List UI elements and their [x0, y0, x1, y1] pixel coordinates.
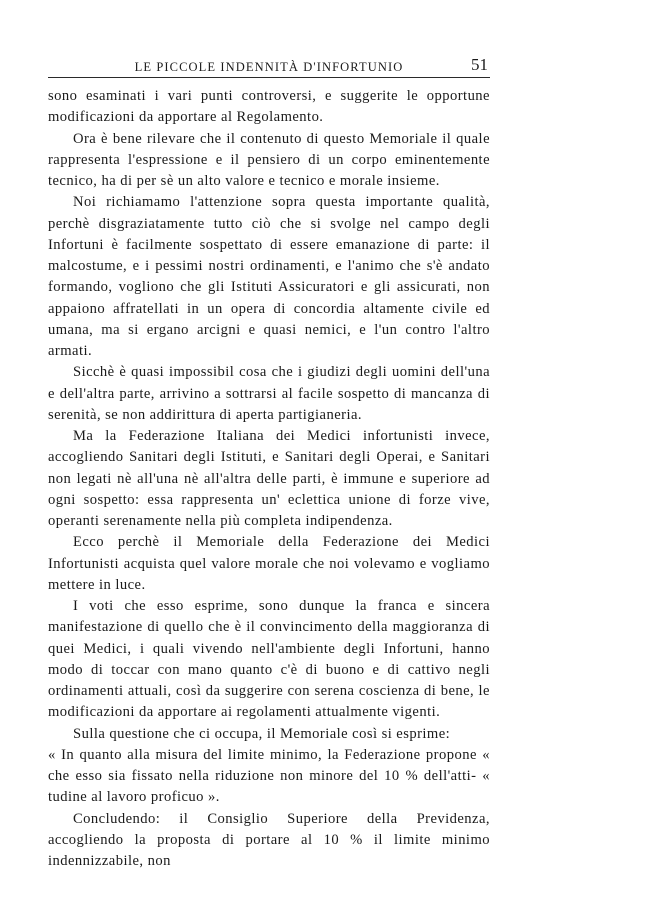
paragraph: Ma la Federazione Italiana dei Medici infortunisti invece, accogliendo Sanitari degli Istituti, e Sanitari degli Operai, e Sanitari non legati nè all'una nè all'altra delle parti, è immune e superiore ad ogni sospetto: essa rappresenta un' eclettica unione di forze vive, operanti serenamente nella più completa indipendenza. — [48, 428, 490, 529]
paragraph: Ecco perchè il Memoriale della Federazione dei Medici Infortunisti acquista quel valore morale che noi volevamo e vogliamo mettere in luce. — [48, 534, 490, 593]
paragraph-continuation: sono esaminati i vari punti controversi, e suggerite le opportune modificazioni da apportare al Regolamento. — [48, 88, 490, 126]
running-head — [48, 55, 490, 78]
page-number: 51 — [471, 55, 488, 74]
running-title: LE PICCOLE INDENNITÀ D'INFORTUNIO — [134, 60, 404, 74]
paragraph: Sicchè è quasi impossibil cosa che i giudizi degli uomini dell'una e dell'altra parte, arrivino a sottrarsi al facile sospetto di mancanza di serenità, se non addirittura di aperta partigianeria. — [48, 364, 490, 423]
paragraph: I voti che esso esprime, sono dunque la franca e sincera manifestazione di quello che è il convincimento della maggioranza di quei Medici, i quali vivendo nell'ambiente degli Infortuni, hanno modo di toccar con mano quanto c'è di buono e di cattivo negli ordinamenti attuali, così da suggerire con serena coscienza di bene, le modificazioni da apportare ai regolamenti attualmente vigenti. — [48, 598, 490, 721]
paragraph: Sulla questione che ci occupa, il Memoriale così si esprime: — [73, 725, 451, 742]
body-text — [48, 86, 490, 872]
paragraph: Concludendo: il Consiglio Superiore della Previdenza, accogliendo la proposta di portare al 10 % il limite minimo indennizzabile, non — [48, 810, 490, 869]
paragraph: Ora è bene rilevare che il contenuto di questo Memoriale il quale rappresenta l'espressione e il pensiero di un corpo eminentemente tecnico, ha di per sè un alto valore e tecnico e morale insieme. — [48, 130, 490, 189]
paragraph: Noi richiamamo l'attenzione sopra questa importante qualità, perchè disgraziatamente tutto ciò che si svolge nel campo degli Infortuni è facilmente sospettato di essere emanazione di parte: il malcostume, e i pessimi nostri ordinamenti, e l'animo che s'è andato formando, vogliono che gli Istituti Assicuratori e gli assicurati, non appaiono affratellati in un opera di concordia altamente civile ed umana, ma si ergano arcigni e quasi nemici, e l'un contro l'altro armati. — [48, 194, 490, 359]
header-rule — [48, 77, 490, 78]
quotation: « In quanto alla misura del limite minimo, la Federazione propone « che esso sia fissato nella riduzione non minore del 10 % dell'atti- « tudine al lavoro proficuo ». — [48, 746, 490, 806]
